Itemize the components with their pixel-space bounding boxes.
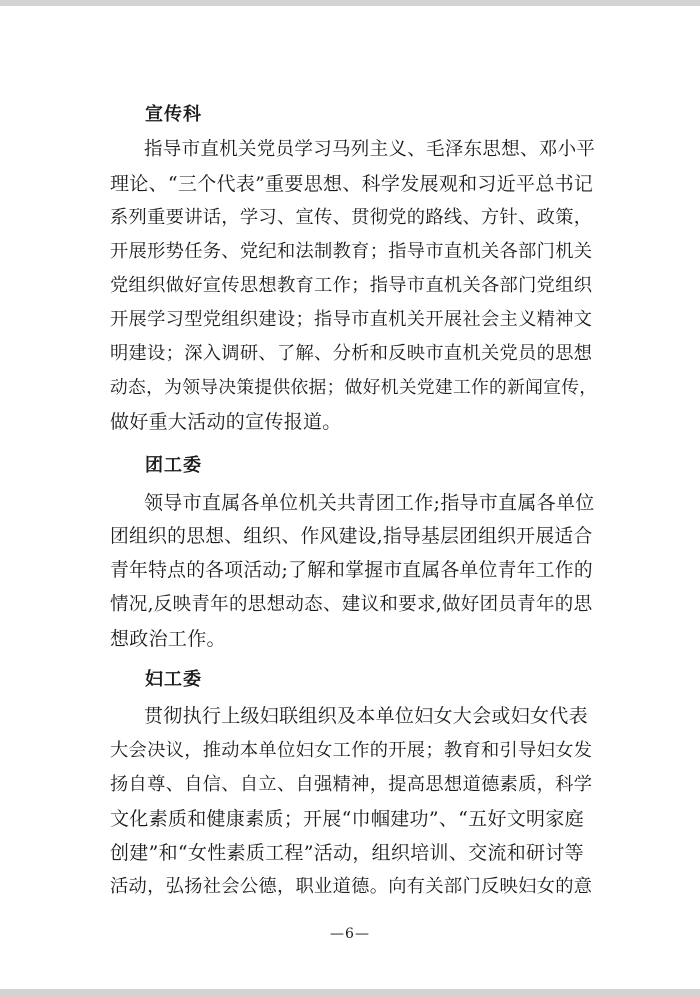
paragraph-line: 文化素质和健康素质；开展“巾帼建功”、“五好文明家庭 <box>110 808 584 830</box>
paragraph-line: 青年特点的各项活动;了解和掌握市直属各单位青年工作的 <box>110 560 593 581</box>
document-page <box>0 6 700 989</box>
paragraph-line: 开展学习型党组织建设；指导市直机关开展社会主义精神文 <box>110 309 593 330</box>
paragraph-line: 贯彻执行上级妇联组织及本单位妇女大会或妇女代表 <box>144 705 588 727</box>
paragraph-line: 情况,反映青年的思想动态、建议和要求,做好团员青年的思 <box>110 594 593 615</box>
section-heading-women-committee: 妇工委 <box>145 669 202 690</box>
paragraph-line: 创建”和“女性素质工程”活动，组织培训、交流和研讨等 <box>110 842 584 864</box>
paragraph-line: 党组织做好宣传思想教育工作；指导市直机关各部门党组织 <box>110 275 593 296</box>
section-heading-youth-league: 团工委 <box>145 455 202 476</box>
paragraph-line: 团组织的思想、组织、作风建设,指导基层团组织开展适合 <box>110 526 593 547</box>
bottom-border <box>0 989 700 997</box>
paragraph-line: 开展形势任务、党纪和法制教育；指导市直机关各部门机关 <box>110 241 593 262</box>
section-heading-propaganda: 宣传科 <box>145 104 202 125</box>
paragraph-line: 理论、“三个代表”重要思想、科学发展观和习近平总书记 <box>110 173 594 195</box>
paragraph-line: 大会决议，推动本单位妇女工作的开展；教育和引导妇女发 <box>110 740 593 761</box>
paragraph-line: 活动，弘扬社会公德，职业道德。向有关部门反映妇女的意 <box>110 876 593 897</box>
paragraph-line: 动态，为领导决策提供依据；做好机关党建工作的新闻宣传， <box>110 378 598 398</box>
paragraph-line: 指导市直机关党员学习马列主义、毛泽东思想、邓小平 <box>144 139 596 160</box>
paragraph-line: 系列重要讲话，学习、宣传、贯彻党的路线、方针、政策， <box>110 207 593 228</box>
page-number: —6— <box>330 926 370 942</box>
paragraph-line: 领导市直属各单位机关共青团工作;指导市直属各单位 <box>144 492 595 514</box>
paragraph-line: 想政治工作。 <box>110 628 226 650</box>
paragraph-line: 扬自尊、自信、自立、自强精神，提高思想道德素质，科学 <box>110 774 593 795</box>
paragraph-line: 做好重大活动的宣传报道。 <box>110 411 342 433</box>
paragraph-line: 明建设；深入调研、了解、分析和反映市直机关党员的思想 <box>110 343 593 364</box>
